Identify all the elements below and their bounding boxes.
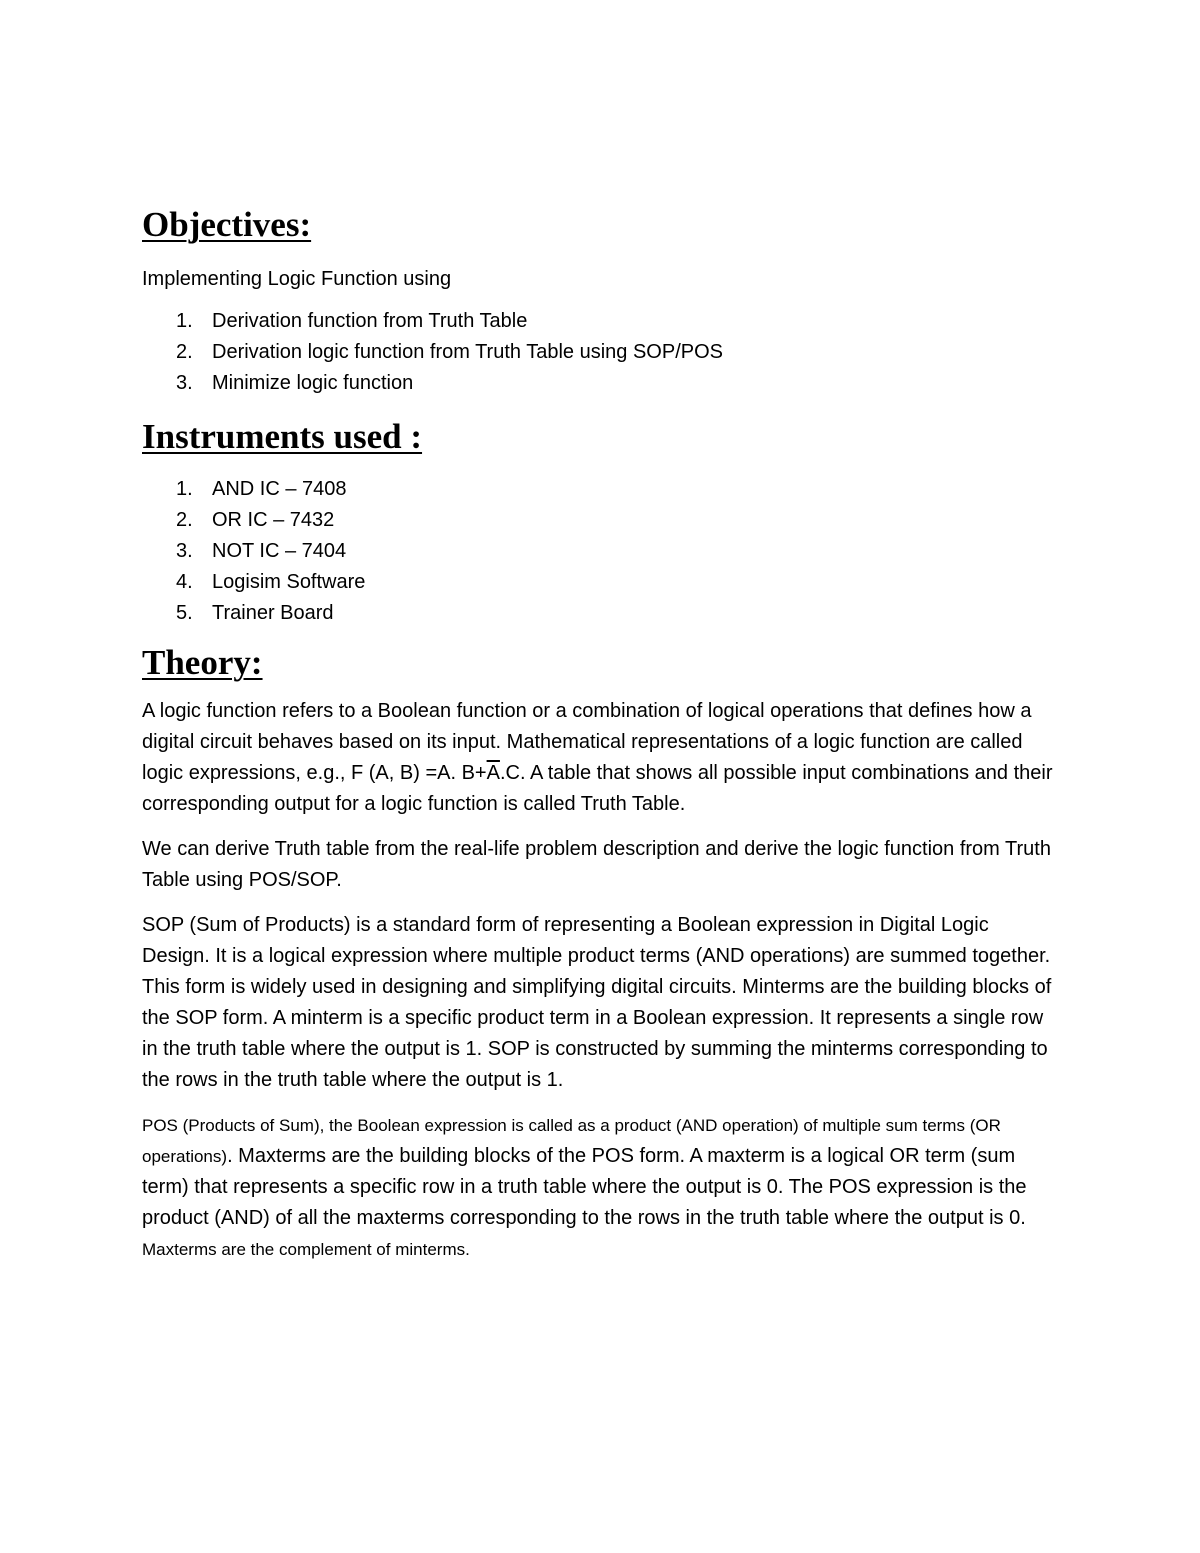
objectives-intro: Implementing Logic Function using <box>142 268 452 290</box>
instruments-heading: Instruments used : <box>142 417 423 456</box>
objectives-list <box>142 306 1062 399</box>
list-item: 2. Derivation logic function from Truth Table using SOP/POS <box>176 341 723 363</box>
objectives-heading: Objectives: <box>142 205 312 244</box>
list-item: 1. AND IC – 7408 <box>176 478 347 500</box>
list-item: 1. Derivation function from Truth Table <box>176 310 528 332</box>
list-item: 4. Logisim Software <box>176 571 366 593</box>
theory-paragraph-sop: SOP (Sum of Products) is a standard form of representing a Boolean expression in Digital Logic Design. It is a logical expression where multiple product terms (AND operations) are summed together. This form is widely used in designing and simplifying digital circuits. Minterms are the building blocks of the SOP form. A minterm is a specific product term in a Boolean expression. It represents a single row in the truth table where the output is 1. SOP is constructed by summing the minterms corresponding to the rows in the truth table where the output is 1. <box>142 914 1052 1091</box>
list-item: 3. Minimize logic function <box>176 372 414 394</box>
theory-paragraph-logic-function: A logic function refers to a Boolean function or a combination of logical operations that defines how a digital circuit behaves based on its input. Mathematical representations of a logic function are called logic expressions, e.g., F (A, B) =A. $B+\overline{A}.C$. A table that shows all possible input combinations and their corresponding output for a logic function is called Truth Table. <box>142 700 1053 815</box>
theory-paragraph-pos: POS (Products of Sum), the Boolean expression is called as a product (AND operation) of multiple sum terms (OR operations). Maxterms are the building blocks of the POS form. A maxterm is a logical OR term (sum term) that represents a specific row in a truth table where the output is 0. The POS expression is the product (AND) of all the maxterms corresponding to the rows in the truth table where the output is 0. Maxterms are the complement of minterms. <box>142 1116 1027 1259</box>
a-bar: $\overline{A}$ <box>486 762 500 784</box>
instruments-list <box>142 474 1062 629</box>
theory-paragraph-truth-table: We can derive Truth table from the real-life problem description and derive the logic function from Truth Table using POS/SOP. <box>142 838 1051 891</box>
list-item: 5. Trainer Board <box>176 602 334 624</box>
theory-heading: Theory: <box>142 643 263 682</box>
list-item: 2. OR IC – 7432 <box>176 509 335 531</box>
document-page <box>142 205 1062 1279</box>
list-item: 3. NOT IC – 7404 <box>176 540 347 562</box>
